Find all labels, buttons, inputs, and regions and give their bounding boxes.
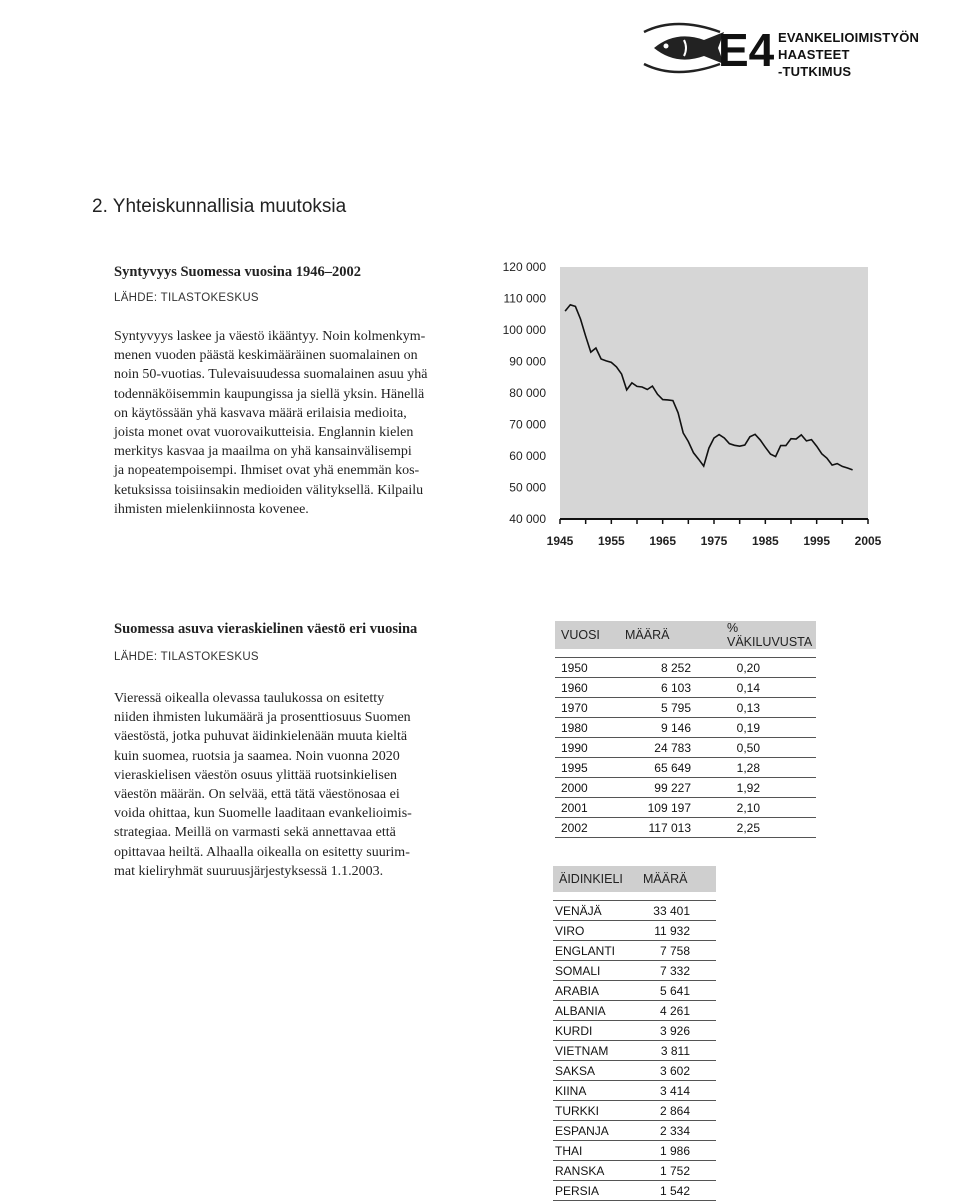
- y-tick-label: 50 000: [509, 480, 546, 495]
- foreign-paragraph: Vieressä oikealla olevassa taulukossa on esitetty niiden ihmisten lukumäärä ja prosenttiosuus Suomen väestöstä, jotka puhuvat äidinkielenään muuta kieltä kuin suomea, ruotsia ja saamea. Noin vuonna 2020 vieraskielisen väestön osuus ylittää ruotsinkielisen väestön määrän. On selvää, että tätä väestönosaa ei voida ohittaa, kun Suomelle laaditaan evankelioimis- strategiaa. Meillä on varmasti sekä annettavaa että opittavaa heiltä. Alhaalla oikealla on esitetty suurim- mat kieliryhmät suuruusjärjestyksessä 1.1.2003.: [114, 691, 412, 879]
- language-cell: THAI: [553, 1141, 643, 1161]
- amount-cell: 11 932: [643, 921, 716, 941]
- percent-cell: 1,28: [697, 758, 816, 778]
- header-count: MÄÄRÄ: [615, 621, 697, 649]
- table-row: [555, 758, 816, 778]
- table-row: [553, 941, 716, 961]
- header-year: VUOSI: [555, 621, 615, 649]
- count-cell: 117 013: [615, 818, 697, 838]
- y-tick-label: 110 000: [503, 291, 546, 306]
- x-tick-label: 1945: [546, 534, 574, 548]
- table-row: [553, 1161, 716, 1181]
- percent-cell: 0,19: [697, 718, 816, 738]
- year-cell: 1995: [555, 758, 615, 778]
- amount-cell: 33 401: [643, 901, 716, 921]
- year-cell: 2001: [555, 798, 615, 818]
- e4-logo: [636, 18, 775, 83]
- language-cell: VIRO: [553, 921, 643, 941]
- y-tick-label: 100 000: [502, 323, 546, 337]
- amount-cell: 7 758: [643, 941, 716, 961]
- percent-cell: 0,13: [697, 698, 816, 718]
- y-tick-label: 120 000: [502, 260, 546, 274]
- language-cell: ALBANIA: [553, 1001, 643, 1021]
- count-cell: 5 795: [615, 698, 697, 718]
- language-cell: RANSKA: [553, 1161, 643, 1181]
- y-tick-label: 80 000: [509, 386, 546, 400]
- brand-line-1: EVANKELIOIMISTYÖN: [778, 30, 920, 45]
- percent-cell: 0,20: [697, 658, 816, 678]
- amount-cell: 2 864: [643, 1101, 716, 1121]
- count-cell: 6 103: [615, 678, 697, 698]
- header-amount: MÄÄRÄ: [643, 866, 716, 892]
- percent-cell: 2,25: [697, 818, 816, 838]
- fish-logo-icon: [636, 18, 775, 78]
- y-tick-label: 60 000: [509, 449, 546, 463]
- language-cell: ARABIA: [553, 981, 643, 1001]
- year-cell: 1980: [555, 718, 615, 738]
- birth-source: LÄHDE: TILASTOKESKUS: [114, 292, 259, 304]
- table-row: [553, 1001, 716, 1021]
- section-title: 2. Yhteiskunnallisia muutoksia: [92, 196, 347, 217]
- count-cell: 109 197: [615, 798, 697, 818]
- language-cell: TURKKI: [553, 1101, 643, 1121]
- table-row: [553, 1081, 716, 1101]
- amount-cell: 7 332: [643, 961, 716, 981]
- table-row: [553, 1021, 716, 1041]
- y-tick-label: 40 000: [509, 512, 546, 526]
- table-row: [553, 1041, 716, 1061]
- language-cell: ENGLANTI: [553, 941, 643, 961]
- table-row: [555, 778, 816, 798]
- percent-cell: 2,10: [697, 798, 816, 818]
- year-cell: 1990: [555, 738, 615, 758]
- birth-line-chart: [490, 255, 890, 555]
- language-cell: PERSIA: [553, 1181, 643, 1201]
- table-row: [555, 738, 816, 758]
- percent-cell: 1,92: [697, 778, 816, 798]
- chart-plot-area: [560, 267, 868, 519]
- language-table: [553, 866, 716, 1201]
- language-cell: SOMALI: [553, 961, 643, 981]
- x-tick-label: 1985: [751, 534, 779, 548]
- count-cell: 24 783: [615, 738, 697, 758]
- percent-cell: 0,14: [697, 678, 816, 698]
- count-cell: 8 252: [615, 658, 697, 678]
- year-cell: 1950: [555, 658, 615, 678]
- table-row: [555, 658, 816, 678]
- table-row: [553, 1141, 716, 1161]
- header-language: ÄIDINKIELI: [553, 866, 643, 892]
- percent-cell: 0,50: [697, 738, 816, 758]
- amount-cell: 5 641: [643, 981, 716, 1001]
- birth-heading: Syntyvyys Suomessa vuosina 1946–2002: [114, 264, 361, 280]
- language-cell: SAKSA: [553, 1061, 643, 1081]
- table-row: [553, 1181, 716, 1201]
- year-cell: 2000: [555, 778, 615, 798]
- amount-cell: 3 811: [643, 1041, 716, 1061]
- x-tick-label: 2005: [854, 534, 882, 548]
- x-tick-label: 1995: [803, 534, 831, 548]
- brand-line-3: -TUTKIMUS: [778, 64, 852, 79]
- year-cell: 2002: [555, 818, 615, 838]
- foreign-heading: Suomessa asuva vieraskielinen väestö eri vuosina: [114, 621, 418, 637]
- foreign-source: LÄHDE: TILASTOKESKUS: [114, 651, 259, 663]
- y-tick-label: 70 000: [509, 417, 546, 432]
- count-cell: 65 649: [615, 758, 697, 778]
- year-cell: 1960: [555, 678, 615, 698]
- brand-line-2: HAASTEET: [778, 47, 850, 62]
- x-axis: [547, 519, 882, 548]
- brand-text: [778, 29, 919, 80]
- language-cell: KIINA: [553, 1081, 643, 1101]
- amount-cell: 3 926: [643, 1021, 716, 1041]
- year-cell: 1970: [555, 698, 615, 718]
- language-cell: ESPANJA: [553, 1121, 643, 1141]
- y-tick-label: 90 000: [509, 354, 546, 369]
- table-row: [553, 981, 716, 1001]
- years-table: [555, 621, 816, 838]
- table-row: [553, 921, 716, 941]
- amount-cell: 1 986: [643, 1141, 716, 1161]
- table-row: [555, 798, 816, 818]
- count-cell: 99 227: [615, 778, 697, 798]
- header-percent: % VÄKILUVUSTA: [697, 621, 816, 649]
- language-table-header: [553, 866, 716, 892]
- amount-cell: 3 414: [643, 1081, 716, 1101]
- table-row: [555, 698, 816, 718]
- table-row: [553, 1101, 716, 1121]
- birth-paragraph: Syntyvyys laskee ja väestö ikääntyy. Noin kolmenkym- menen vuoden päästä keskimääräinen suomalainen on noin 50-vuotias. Tulevaisuudessa suomalainen asuu yhä todennäköisemmin kaupungissa ja siellä yksin. Hänellä on käytössään yhä kasvava määrä erilaisia medioita, joista monet ovat vuorovaikutteisia. Englannin kielen merkitys kasvaa ja maailma on yhä kansainvälisempi ja nopeatempoisempi. Ihmiset ovat yhä enemmän kos- ketuksissa toisiinsakin medioiden välityksellä. Kilpailu ihmisten mielenkiinnosta kovenee.: [114, 329, 428, 517]
- language-cell: KURDI: [553, 1021, 643, 1041]
- x-tick-label: 1965: [649, 534, 677, 548]
- amount-cell: 1 752: [643, 1161, 716, 1181]
- x-tick-label: 1955: [597, 534, 625, 548]
- amount-cell: 4 261: [643, 1001, 716, 1021]
- amount-cell: 1 542: [643, 1181, 716, 1201]
- amount-cell: 2 334: [643, 1121, 716, 1141]
- svg-text:E4: E4: [718, 24, 775, 76]
- table-row: [553, 1061, 716, 1081]
- x-tick-label: 1975: [700, 534, 728, 548]
- table-row: [553, 961, 716, 981]
- amount-cell: 3 602: [643, 1061, 716, 1081]
- table-row: [553, 1121, 716, 1141]
- table-row: [553, 901, 716, 921]
- language-cell: VIETNAM: [553, 1041, 643, 1061]
- count-cell: 9 146: [615, 718, 697, 738]
- table-row: [555, 718, 816, 738]
- table-row: [555, 678, 816, 698]
- table-row: [555, 818, 816, 838]
- years-table-header: [555, 621, 816, 649]
- y-axis: [503, 260, 547, 526]
- language-cell: VENÄJÄ: [553, 901, 643, 921]
